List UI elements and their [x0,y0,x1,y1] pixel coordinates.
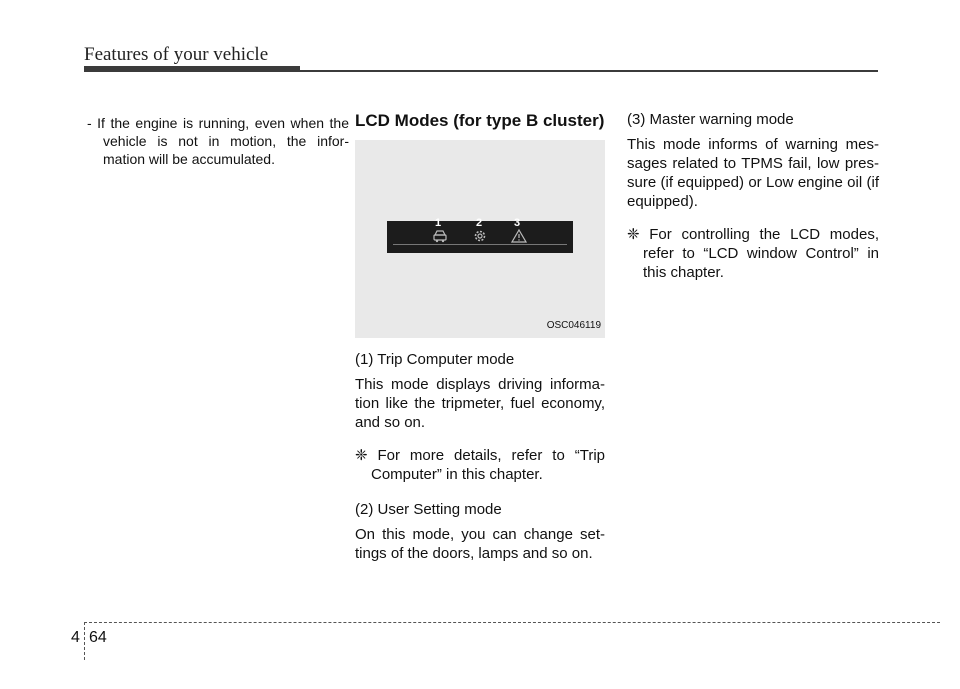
mode3-title: (3) Master warning mode [627,111,794,128]
mode1-title: (1) Trip Computer mode [355,351,515,368]
figure-label-2: 2 [475,217,483,229]
lcd-divider [393,244,567,245]
mode1-description: This mode displays driving informa- tion like the tripmeter, fuel economy, and so on. [355,376,605,431]
page-number: 64 [89,629,107,646]
warning-triangle-icon [511,229,527,243]
lcd-figure [355,140,605,338]
mode2-title: (2) User Setting mode [355,501,502,518]
lcd-display [387,217,573,253]
figure-label-1: 1 [434,217,442,229]
page-header-title: Features of your vehicle [84,44,269,65]
gear-icon [472,229,488,243]
lcd-modes-section [355,110,605,563]
chapter-number: 4 [71,629,80,646]
header-rule [300,70,878,72]
figure-label-3: 3 [513,217,521,229]
section-heading: LCD Modes (for type B cluster) [355,111,605,130]
footer-divider [84,622,85,660]
mode1-note: ❈ For more details, refer to “Trip Computer” in this chapter. [355,447,605,483]
engine-running-note: - If the engine is running, even when the vehicle is not in motion, the infor- mation will be accumulated. [87,115,349,167]
master-warning-section [627,110,879,282]
car-icon [432,229,448,243]
figure-code: OSC046119 [546,320,601,331]
mode3-note: ❈ For controlling the LCD modes, refer to “LCD window Control” in this chapter. [627,226,879,281]
footer-rule [84,622,940,623]
mode3-description: This mode informs of warning mes- sages related to TPMS fail, low pres- sure (if equipped) or Low engine oil (if equipped). [627,136,879,210]
header-bar [84,66,300,72]
mode2-description: On this mode, you can change set- tings of the doors, lamps and so on. [355,526,605,562]
